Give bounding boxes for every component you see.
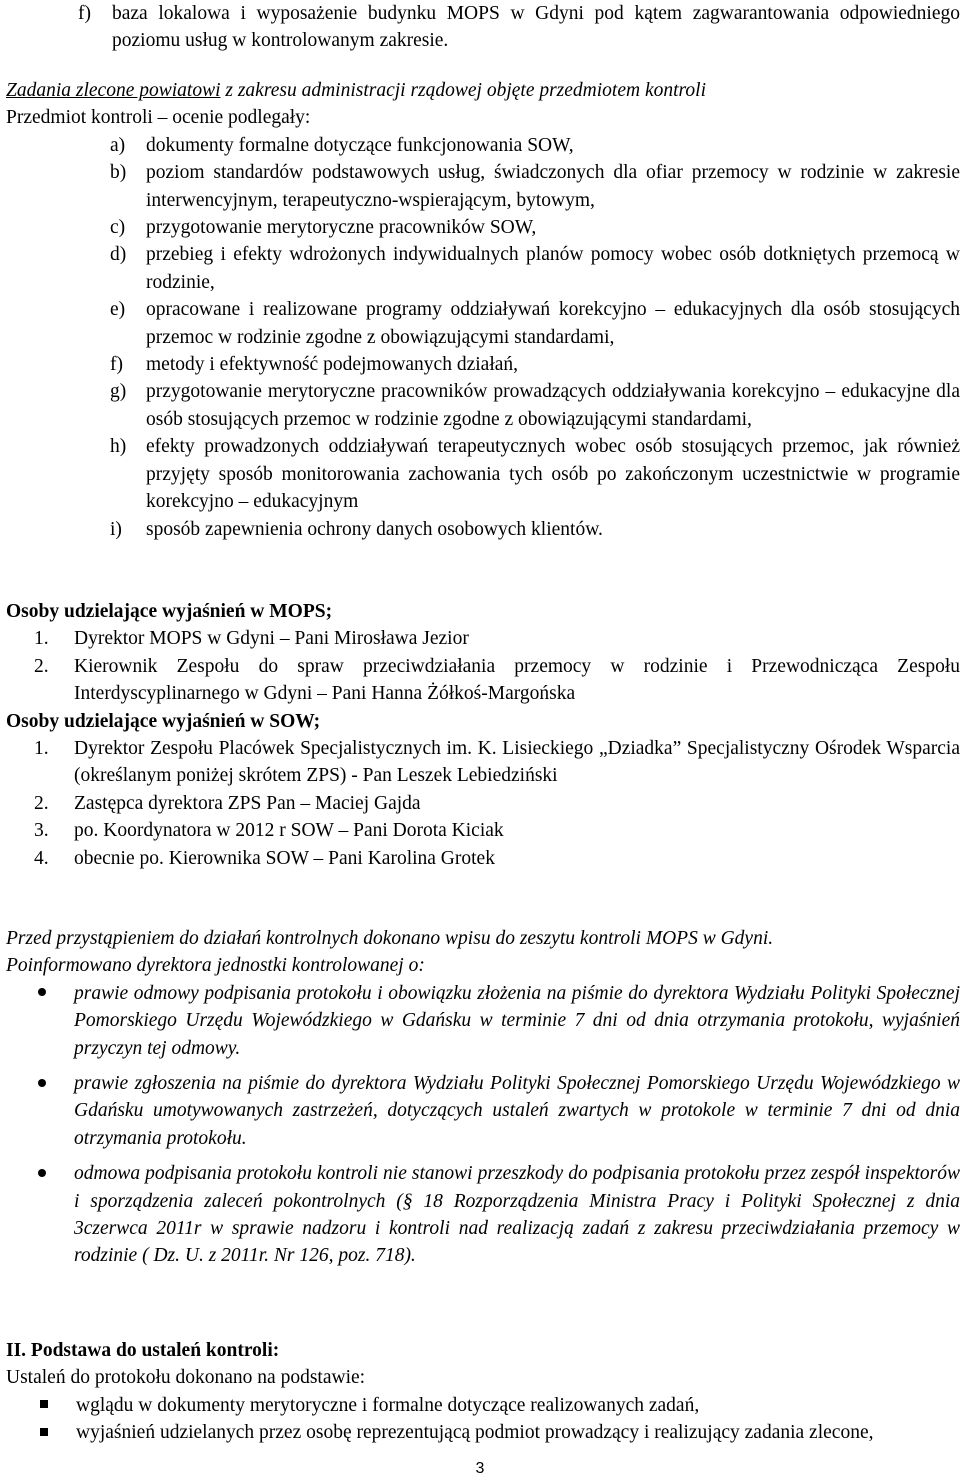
list-item-text: baza lokalowa i wyposażenie budynku MOPS w Gdyni pod kątem zagwarantowania odpowiedniego poziomu usług w kontrolowanym zakresie. [112,3,960,52]
sow-persons-list [6,735,960,872]
list-marker: 1. [34,738,49,760]
list-marker: 3. [34,820,49,842]
list-item-text: przygotowanie merytoryczne pracowników SOW, [146,217,537,239]
list-marker: 4. [34,847,49,869]
heading-underlined: Zadania zlecone powiatowi [6,80,221,101]
list-item [110,296,960,351]
list-item-text: obecnie po. Kierownika SOW – Pani Karolina Grotek [74,847,495,869]
square-bullet-icon [36,1419,76,1446]
bullet-icon [36,980,74,1062]
list-item-text: przebieg i efekty wdrożonych indywidualnych planów pomocy wobec osób dotkniętych przemocą w rodzinie, [146,244,960,293]
list-item-text: odmowa podpisania protokołu kontroli nie stanowi przeszkody do podpisania protokołu przez zespół inspektorów i sporządzenia zaleceń pokontrolnych (§ 18 Rozporządzenia Ministra Pracy i Polityki Społecznej z dnia 3czerwca 2011r w sprawie nadzoru i kontroli nad realizacją zadań z zakresu przeciwdziałania przemocy w rodzinie ( Dz. U. z 2011r. Nr 126, poz. 718). [74,1163,960,1267]
list-marker: e) [110,299,126,321]
heading-rest: z zakresu administracji rządowej objęte przedmiotem kontroli [220,80,706,101]
info-line-2: Poinformowano dyrektora jednostki kontrolowanej o: [6,955,425,977]
list-item-text: opracowane i realizowane programy oddziaływań korekcyjno – edukacyjnych dla osób stosujących przemoc w rodzinie zgodne z obowiązującymi standardami, [146,299,960,348]
list-item-text: Zastępca dyrektora ZPS Pan – Maciej Gajda [74,792,421,814]
info-line-1: Przed przystąpieniem do działań kontrolnych dokonano wpisu do zeszytu kontroli MOPS w Gdyni. [6,928,774,949]
list-item [36,1392,960,1419]
list-item [34,735,960,790]
scope-item-f [76,0,960,55]
list-marker: g) [110,381,127,403]
list-item-text: dokumenty formalne dotyczące funkcjonowania SOW, [146,134,574,156]
list-marker: b) [110,162,127,184]
list-item [110,241,960,296]
list-item [36,1160,960,1270]
list-item-text: prawie zgłoszenia na piśmie do dyrektora Wydziału Polityki Społecznej Pomorskiego Urzędu Wojewódzkiego w Gdańsku umotywowanych zastrzeżeń, dotyczących ustaleń zwartych w protokole w terminie 7 dni od dnia otrzymania protokołu. [74,1073,960,1149]
list-marker: f) [110,354,123,376]
list-item [110,433,960,515]
list-item [110,132,960,159]
section-intro: Przedmiot kontroli – ocenie podlegały: [6,107,311,129]
list-marker: 2. [34,655,49,677]
mops-persons-list [6,625,960,707]
section-persons [6,598,960,872]
list-marker: 2. [34,792,49,814]
square-bullet-icon [36,1392,76,1419]
control-subject-list [110,132,960,543]
list-item [34,817,960,844]
podstawa-intro: Ustaleń do protokołu dokonano na podstawie: [6,1367,366,1389]
list-item-text: przygotowanie merytoryczne pracowników prowadzących oddziaływania korekcyjno – edukacyjne dla osób stosujących przemoc w rodzinie zgodne z obowiązującymi standardami, [146,381,960,430]
list-marker: c) [110,217,126,239]
list-item [36,1070,960,1152]
sow-heading: Osoby udzielające wyjaśnień w SOW; [6,710,321,732]
list-item [110,516,960,543]
list-item [110,159,960,214]
mops-heading: Osoby udzielające wyjaśnień w MOPS; [6,601,333,622]
list-item [34,653,960,708]
list-marker: h) [110,436,127,458]
section-podstawa [6,1337,960,1447]
list-marker: f) [78,3,91,24]
info-bullet-list [36,980,960,1270]
list-item-text: poziom standardów podstawowych usług, świadczonych dla ofiar przemocy w rodzinie w zakresie interwencyjnym, terapeutyczno-wspierającym, bytowym, [146,162,960,211]
section-zadania-zlecone [6,77,960,543]
list-item-text: prawie odmowy podpisania protokołu i obowiązku złożenia na piśmie do dyrektora Wydziału Polityki Społecznej Pomorskiego Urzędu Wojewódzkiego w Gdańsku w terminie 7 dni od dnia otrzymania protokołu, wyjaśnień przyczyn tej odmowy. [74,982,960,1059]
list-item-text: efekty prowadzonych oddziaływań terapeutycznych wobec osób stosujących przemoc, jak również przyjęty sposób monitorowania zachowania tych osób po zakończonym uczestnictwie w programie korekcyjno – edukacyjnym [146,436,960,513]
list-marker: d) [110,244,127,266]
list-item [36,1419,960,1446]
list-marker: i) [110,518,122,540]
section-information [6,925,960,1278]
list-item [110,378,960,433]
list-item [34,625,960,652]
list-item-text: Kierownik Zespołu do spraw przeciwdziałania przemocy w rodzinie i Przewodnicząca Zespołu Interdyscyplinarnego w Gdyni – Pani Hanna Żółkoś-Margońska [74,655,960,705]
podstawa-list [6,1392,960,1447]
list-item-text: wyjaśnień udzielanych przez osobę reprezentującą podmiot prowadzący i realizujący zadania zlecone, [76,1422,874,1444]
list-item [110,214,960,241]
list-item-text: wglądu w dokumenty merytoryczne i formalne dotyczące realizowanych zadań, [76,1394,700,1416]
list-item-text: Dyrektor Zespołu Placówek Specjalistycznych im. K. Lisieckiego „Dziadka” Specjalistyczny Ośrodek Wsparcia (określanym poniżej skrótem ZPS) - Pan Leszek Lebiedziński [74,738,960,787]
list-item [110,351,960,378]
bullet-icon [36,1070,74,1152]
list-item-text: po. Koordynatora w 2012 r SOW – Pani Dorota Kiciak [74,820,504,842]
list-item-text: sposób zapewnienia ochrony danych osobowych klientów. [146,518,603,540]
podstawa-heading: II. Podstawa do ustaleń kontroli: [6,1340,280,1361]
list-item [34,845,960,872]
list-marker: 1. [34,628,49,650]
list-item [36,980,960,1062]
page-number: 3 [475,1460,485,1477]
bullet-icon [36,1160,74,1270]
list-item [34,790,960,817]
section-heading [6,77,960,104]
list-item-text: Dyrektor MOPS w Gdyni – Pani Mirosława Jezior [74,628,469,650]
list-marker: a) [110,134,126,156]
list-item-text: metody i efektywność podejmowanych działań, [146,354,519,376]
